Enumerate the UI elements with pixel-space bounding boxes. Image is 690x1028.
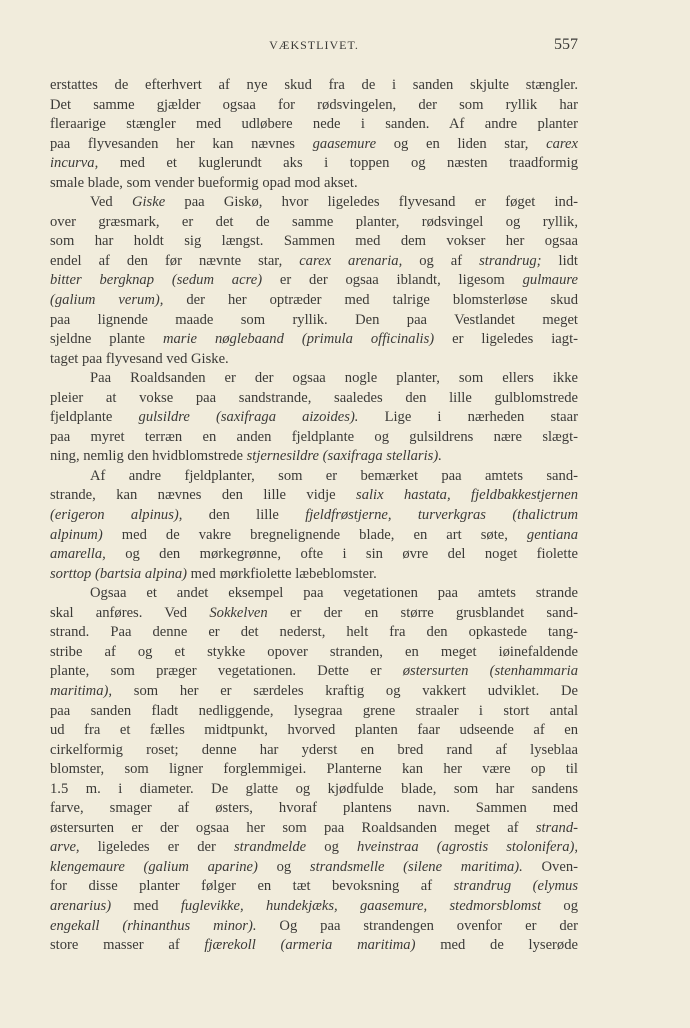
text-run: som har holdt sig længst. Sammen med dem vokser her ogsaa [50,233,578,250]
text-line [50,662,578,682]
text-line [50,819,578,839]
text-line [50,936,578,956]
text-run: sjeldne plante [50,331,163,348]
text-line [50,526,578,546]
running-head: VÆKSTLIVET. [269,38,359,52]
italic-term: østersurten (stenhammaria [402,663,578,680]
text-run: og den mørkegrønne, ofte i sin øvre del noget fiolette [105,546,578,563]
italic-term: fjærekoll (armeria maritima) [204,937,416,954]
text-line [50,760,578,780]
text-line [50,721,578,741]
text-run: østersurten er der ogsaa her som paa Roaldsanden meget af [50,819,536,836]
text-line [50,252,578,272]
text-run: med mørkfiolette læbeblomster. [187,565,377,582]
text-line [50,428,578,448]
text-run: erstattes de efterhvert af nye skud fra de i sanden skjulte stængler. [50,77,578,93]
text-line [50,838,578,858]
text-line [50,115,578,135]
text-run: endel af den før nævnte star, [50,252,300,269]
italic-term: incurva, [50,155,99,172]
italic-term: arve, [50,839,80,856]
text-run: farve, smager af østers, hvoraf plantens navn. Sammen med [50,800,578,817]
italic-term: strandrug; [479,252,542,269]
text-line [50,467,578,487]
text-line [50,917,578,937]
italic-term: arenarius) [50,897,112,914]
text-run: fleraarige stængler med udløbere nede i sanden. Af andre planter [50,116,578,133]
text-run: Paa Roaldsanden er der ogsaa nogle planter, som ellers ikke [90,370,578,387]
italic-term: carex arenaria, [299,252,403,269]
italic-term: gulsildre (saxifraga aizoides). [138,409,359,426]
text-run: taget paa flyvesand ved Giske. [50,350,229,367]
text-line [50,623,578,643]
italic-term: strand- [535,819,578,836]
italic-term: carex [546,135,578,152]
text-line [50,96,578,116]
text-line [50,193,578,213]
text-line [50,682,578,702]
italic-term: (erigeron alpinus), [50,507,183,524]
text-run: cirkelformig roset; denne har yderst en bred rand af lyseblaa [50,741,578,758]
text-run: paa myret terræn en anden fjeldplante og gulsildrens nære slægt- [50,428,578,445]
text-run: paa lignende maade som ryllik. Den paa Vestlandet meget [50,311,578,328]
italic-term: gulmaure [522,272,578,289]
italic-term: klengemaure (galium aparine) [50,858,258,875]
text-run: Ved [90,194,132,211]
text-run: Af andre fjeldplanter, som er bemærket paa amtets sand- [90,467,578,484]
italic-term: Giske [131,194,166,211]
text-run: der her optræder med talrige blomsterløse skud [163,292,579,309]
text-line [50,154,578,174]
text-line [50,604,578,624]
italic-term: strandsmelle (silene maritima). [309,858,523,875]
text-line [50,447,578,467]
text-run: strande, kan nævnes den lille vidje [50,487,357,504]
text-run: ud fra et fælles midtpunkt, hvorved planten faar udseende af en [50,722,578,739]
text-line [50,584,578,604]
text-run: lidt [541,252,578,269]
text-run: med de lyserøde [415,937,578,954]
text-line [50,565,578,585]
text-line [50,780,578,800]
text-run: skal anføres. Ved [50,604,210,621]
italic-term: maritima), [50,682,113,699]
text-run: for disse planter følger en tæt bevoksning af [50,878,454,895]
italic-term: engekall (rhinanthus minor). [50,917,257,934]
italic-term: alpinum) [50,526,103,543]
text-line [50,135,578,155]
text-line [50,408,578,428]
text-run: og [541,897,578,914]
text-run: paa sanden fladt nedliggende, lysegraa grene straaler i stort antal [50,702,578,719]
text-run: og af [402,252,480,269]
italic-term: stjernesildre (saxifraga stellaris). [246,448,442,465]
text-line [50,897,578,917]
text-line [50,858,578,878]
text-run: og [257,858,310,875]
text-run: med de vakre bregnelignende blade, en art søte, [102,526,527,543]
italic-term: strandmelde [233,839,307,856]
text-run: Oven- [522,858,578,875]
italic-term: marie nøglebaand (primula officinalis) [162,331,435,348]
text-run: paa flyvesanden her kan nævnes [50,135,313,152]
text-line [50,174,578,194]
text-line [50,702,578,722]
italic-term: amarella, [50,546,106,563]
text-run: Og paa strandengen ovenfor er der [256,917,578,934]
text-run: over græsmark, er det de samme planter, rødsvingel og ryllik, [50,213,578,230]
text-line [50,741,578,761]
italic-term: salix hastata, fjeldbakkestjernen [356,487,579,504]
text-line [50,369,578,389]
text-line [50,311,578,331]
text-run: er der en større grusblandet sand- [267,604,579,621]
text-run: paa Giskø, hvor ligeledes flyvesand er føget ind- [165,194,578,211]
italic-term: fjeldfrøstjerne, turverkgras (thalictrum [305,507,578,524]
text-line [50,232,578,252]
text-run: med [111,897,181,914]
text-run: smale blade, som vender bueformig opad mod akset. [50,174,358,191]
text-line [50,271,578,291]
page-number: 557 [554,36,578,53]
italic-term: gentiana [526,526,578,543]
italic-term: strandrug (elymus [453,878,578,895]
text-run: ning, nemlig den hvidblomstrede [50,448,247,465]
text-run: fjeldplante [50,409,139,426]
text-run: Det samme gjælder ogsaa for rødsvingelen, der som ryllik har [50,96,578,113]
italic-term: hveinstraa (agrostis stolonifera), [357,839,579,856]
text-run: med et kuglerundt aks i toppen og næsten traadformig [98,155,578,172]
text-line [50,291,578,311]
text-run: den lille [182,507,306,524]
text-line [50,350,578,370]
italic-term: fuglevikke, hundekjæks, gaasemure, stedmorsblomst [180,897,542,914]
text-line [50,213,578,233]
text-run: Lige i nærheden staar [358,409,578,426]
italic-term: bitter bergknap (sedum acre) [50,272,263,289]
italic-term: Sokkelven [209,604,268,621]
text-line [50,389,578,409]
italic-term: gaasemure [312,135,377,152]
text-run: 1.5 m. i diameter. De glatte og kjødfulde blade, som har sandens [50,780,578,797]
body-text [50,76,578,956]
text-line [50,330,578,350]
text-run: og [306,839,358,856]
text-run: som her er særdeles kraftig og vakkert udviklet. De [112,682,578,699]
text-run: er ligeledes iagt- [434,331,578,348]
text-run: Ogsaa et andet eksempel paa vegetationen paa amtets strande [90,585,578,602]
text-line [50,799,578,819]
italic-term: (galium verum), [50,292,164,309]
text-run: blomster, som ligner forglemmigei. Planterne kan her være op til [50,761,578,778]
text-run: store masser af [50,937,205,954]
text-line [50,506,578,526]
text-line [50,76,578,96]
text-run: ligeledes er der [79,839,234,856]
text-line [50,643,578,663]
italic-term: sorttop (bartsia alpina) [50,565,188,582]
text-run: er der ogsaa iblandt, ligesom [262,272,523,289]
text-line [50,545,578,565]
text-run: plante, som præger vegetationen. Dette er [50,663,403,680]
text-run: stribe af og et stykke opover stranden, en meget iøinefaldende [50,643,578,660]
text-run: pleier at vokse paa sandstrande, saaledes den lille gulblomstrede [50,389,578,406]
text-line [50,486,578,506]
page-header [50,36,578,56]
text-line [50,877,578,897]
text-run: strand. Paa denne er det nederst, helt fra den opkastede tang- [50,624,578,641]
text-run: og en liden star, [376,135,547,152]
